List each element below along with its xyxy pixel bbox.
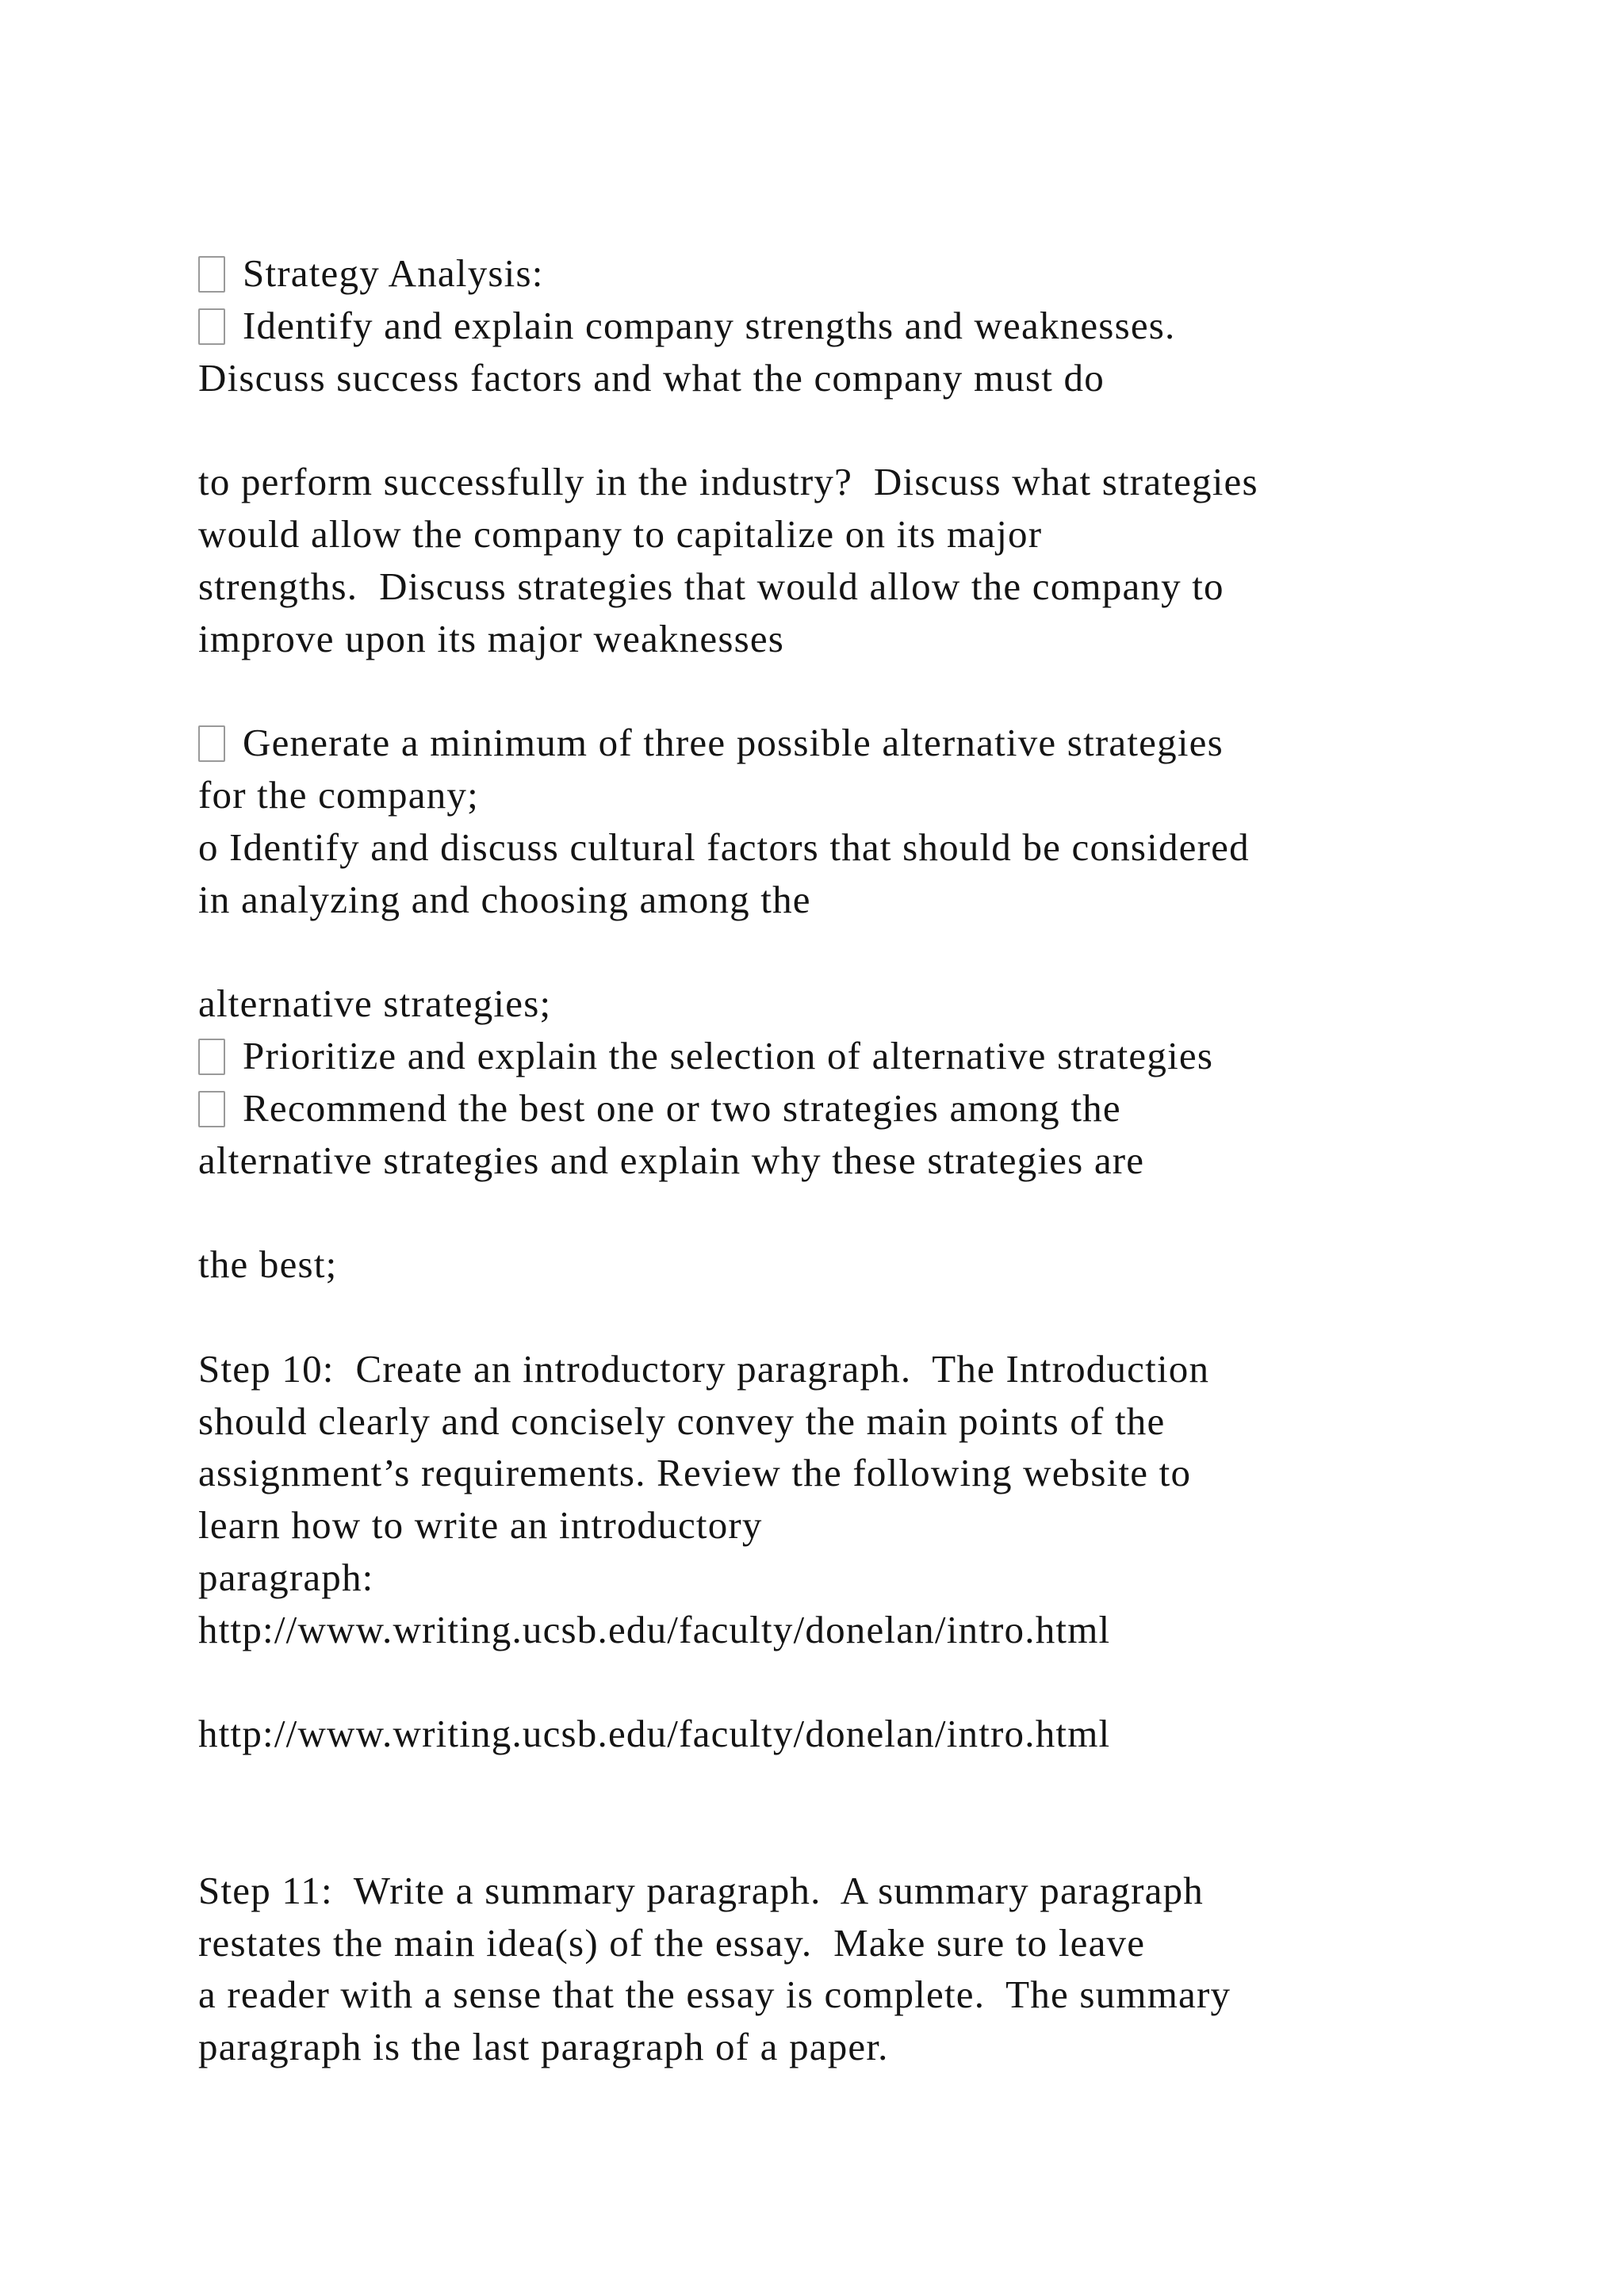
text-line: in analyzing and choosing among the xyxy=(198,877,811,921)
text-line: alternative strategies; xyxy=(198,982,552,1026)
blank-line xyxy=(198,404,1530,456)
missing-glyph-bullet-icon xyxy=(198,1091,225,1127)
text-line: strengths. Discuss strategies that would allow the company to xyxy=(198,564,1224,608)
blank-line xyxy=(198,664,1530,717)
step-11-heading-line: Step 11: Write a summary paragraph. A summary paragraph xyxy=(198,1868,1204,1912)
url-text: http://www.writing.ucsb.edu/faculty/donelan/intro.html xyxy=(198,1607,1111,1651)
text-line: Strategy Analysis: xyxy=(198,247,1530,300)
text-line: improve upon its major weaknesses xyxy=(198,616,785,660)
text-line: the best; xyxy=(198,1242,338,1287)
text-line: should clearly and concisely convey the main points of the xyxy=(198,1399,1166,1443)
text-line: Discuss success factors and what the company must do xyxy=(198,355,1105,400)
blank-line xyxy=(198,1656,1530,1709)
missing-glyph-bullet-icon xyxy=(198,1039,225,1075)
blank-line xyxy=(198,1186,1530,1238)
missing-glyph-bullet-icon xyxy=(198,725,225,762)
blank-line xyxy=(198,925,1530,978)
missing-glyph-bullet-icon xyxy=(198,256,225,293)
text-line: paragraph: xyxy=(198,1555,374,1599)
text-line: a reader with a sense that the essay is complete. The summary xyxy=(198,1973,1231,2017)
text-line: o Identify and discuss cultural factors that should be considered xyxy=(198,825,1250,869)
missing-glyph-bullet-icon xyxy=(198,308,225,345)
text-line: to perform successfully in the industry? Discuss what strategies xyxy=(198,460,1258,504)
blank-line xyxy=(198,1812,1530,1865)
blank-line xyxy=(198,1291,1530,1343)
text-line: would allow the company to capitalize on its major xyxy=(198,511,1043,556)
step-10-heading-line: Step 10: Create an introductory paragraph. The Introduction xyxy=(198,1346,1210,1391)
text-line: alternative strategies and explain why these strategies are xyxy=(198,1138,1145,1182)
text-line: restates the main idea(s) of the essay. Make sure to leave xyxy=(198,1920,1146,1965)
text-line: paragraph is the last paragraph of a paper. xyxy=(198,2025,889,2069)
text-line: Recommend the best one or two strategies among the xyxy=(198,1082,1530,1135)
text-line: Identify and explain company strengths and weaknesses. xyxy=(198,300,1530,352)
text-line: Generate a minimum of three possible alternative strategies xyxy=(198,717,1530,769)
text-line: learn how to write an introductory xyxy=(198,1503,763,1548)
document-body xyxy=(198,247,1530,2073)
text-line: assignment’s requirements. Review the following website to xyxy=(198,1451,1192,1495)
blank-line xyxy=(198,1760,1530,1812)
text-line: for the company; xyxy=(198,772,479,817)
url-text: http://www.writing.ucsb.edu/faculty/donelan/intro.html xyxy=(198,1712,1111,1756)
text-line: Prioritize and explain the selection of alternative strategies xyxy=(198,1030,1530,1082)
